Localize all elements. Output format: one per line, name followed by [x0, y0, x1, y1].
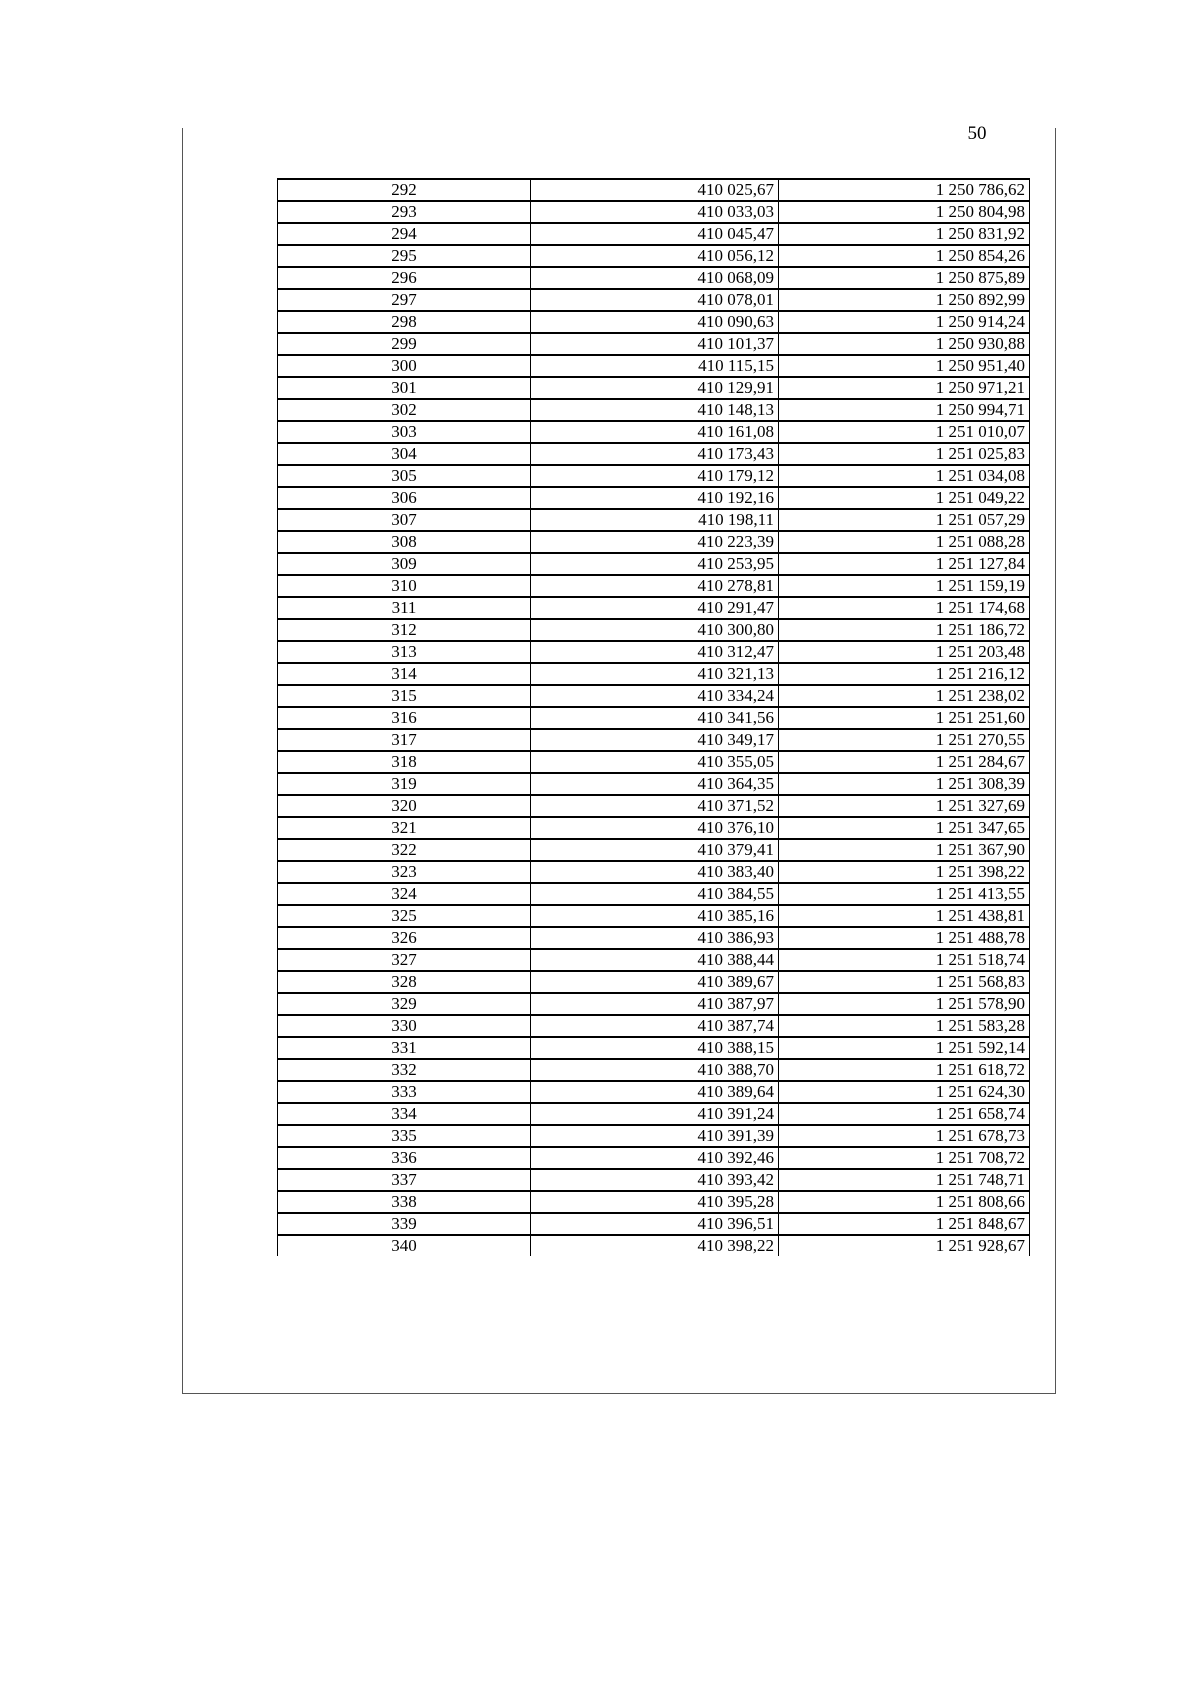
table-row: [278, 795, 1030, 817]
table-row: [278, 201, 1030, 223]
x-coordinate-cell: 410 387,97: [531, 993, 779, 1015]
x-coordinate-cell: 410 321,13: [531, 663, 779, 685]
y-coordinate-cell: 1 250 804,98: [779, 201, 1030, 223]
table-row: [278, 311, 1030, 333]
point-number-cell: 324: [278, 883, 531, 905]
y-coordinate-cell: 1 251 216,12: [779, 663, 1030, 685]
x-coordinate-cell: 410 056,12: [531, 245, 779, 267]
point-number-cell: 294: [278, 223, 531, 245]
point-number-cell: 322: [278, 839, 531, 861]
x-coordinate-cell: 410 090,63: [531, 311, 779, 333]
y-coordinate-cell: 1 250 971,21: [779, 377, 1030, 399]
table-row: [278, 575, 1030, 597]
y-coordinate-cell: 1 250 831,92: [779, 223, 1030, 245]
y-coordinate-cell: 1 251 583,28: [779, 1015, 1030, 1037]
point-number-cell: 298: [278, 311, 531, 333]
y-coordinate-cell: 1 251 174,68: [779, 597, 1030, 619]
y-coordinate-cell: 1 250 854,26: [779, 245, 1030, 267]
table-row: [278, 773, 1030, 795]
table-row: [278, 817, 1030, 839]
point-number-cell: 339: [278, 1213, 531, 1235]
x-coordinate-cell: 410 253,95: [531, 553, 779, 575]
table-row: [278, 355, 1030, 377]
y-coordinate-cell: 1 251 578,90: [779, 993, 1030, 1015]
point-number-cell: 299: [278, 333, 531, 355]
y-coordinate-cell: 1 251 518,74: [779, 949, 1030, 971]
table-row: [278, 707, 1030, 729]
y-coordinate-cell: 1 251 928,67: [779, 1235, 1030, 1256]
table-row: [278, 333, 1030, 355]
x-coordinate-cell: 410 355,05: [531, 751, 779, 773]
x-coordinate-cell: 410 078,01: [531, 289, 779, 311]
point-number-cell: 326: [278, 927, 531, 949]
table-row: [278, 1169, 1030, 1191]
table-row: [278, 465, 1030, 487]
y-coordinate-cell: 1 250 786,62: [779, 179, 1030, 201]
table-row: [278, 289, 1030, 311]
point-number-cell: 318: [278, 751, 531, 773]
point-number-cell: 302: [278, 399, 531, 421]
x-coordinate-cell: 410 398,22: [531, 1235, 779, 1256]
table-row: [278, 245, 1030, 267]
point-number-cell: 308: [278, 531, 531, 553]
y-coordinate-cell: 1 251 284,67: [779, 751, 1030, 773]
point-number-cell: 305: [278, 465, 531, 487]
x-coordinate-cell: 410 385,16: [531, 905, 779, 927]
table-row: [278, 179, 1030, 201]
y-coordinate-cell: 1 251 367,90: [779, 839, 1030, 861]
point-number-cell: 325: [278, 905, 531, 927]
y-coordinate-cell: 1 251 034,08: [779, 465, 1030, 487]
point-number-cell: 334: [278, 1103, 531, 1125]
x-coordinate-cell: 410 391,24: [531, 1103, 779, 1125]
x-coordinate-cell: 410 393,42: [531, 1169, 779, 1191]
point-number-cell: 303: [278, 421, 531, 443]
x-coordinate-cell: 410 300,80: [531, 619, 779, 641]
point-number-cell: 336: [278, 1147, 531, 1169]
table-row: [278, 421, 1030, 443]
y-coordinate-cell: 1 250 930,88: [779, 333, 1030, 355]
y-coordinate-cell: 1 250 892,99: [779, 289, 1030, 311]
y-coordinate-cell: 1 251 658,74: [779, 1103, 1030, 1125]
y-coordinate-cell: 1 251 808,66: [779, 1191, 1030, 1213]
y-coordinate-cell: 1 251 592,14: [779, 1037, 1030, 1059]
x-coordinate-cell: 410 387,74: [531, 1015, 779, 1037]
x-coordinate-cell: 410 388,70: [531, 1059, 779, 1081]
table-row: [278, 443, 1030, 465]
x-coordinate-cell: 410 033,03: [531, 201, 779, 223]
y-coordinate-cell: 1 251 398,22: [779, 861, 1030, 883]
x-coordinate-cell: 410 364,35: [531, 773, 779, 795]
x-coordinate-cell: 410 383,40: [531, 861, 779, 883]
point-number-cell: 301: [278, 377, 531, 399]
point-number-cell: 292: [278, 179, 531, 201]
x-coordinate-cell: 410 045,47: [531, 223, 779, 245]
point-number-cell: 313: [278, 641, 531, 663]
point-number-cell: 300: [278, 355, 531, 377]
x-coordinate-cell: 410 025,67: [531, 179, 779, 201]
x-coordinate-cell: 410 389,67: [531, 971, 779, 993]
x-coordinate-cell: 410 278,81: [531, 575, 779, 597]
point-number-cell: 327: [278, 949, 531, 971]
table-row: [278, 927, 1030, 949]
table-row: [278, 883, 1030, 905]
y-coordinate-cell: 1 251 848,67: [779, 1213, 1030, 1235]
x-coordinate-cell: 410 101,37: [531, 333, 779, 355]
y-coordinate-cell: 1 251 748,71: [779, 1169, 1030, 1191]
point-number-cell: 332: [278, 1059, 531, 1081]
table-row: [278, 267, 1030, 289]
point-number-cell: 316: [278, 707, 531, 729]
x-coordinate-cell: 410 388,15: [531, 1037, 779, 1059]
y-coordinate-cell: 1 251 618,72: [779, 1059, 1030, 1081]
point-number-cell: 328: [278, 971, 531, 993]
point-number-cell: 317: [278, 729, 531, 751]
point-number-cell: 319: [278, 773, 531, 795]
coordinates-table-body: [278, 179, 1030, 1256]
point-number-cell: 321: [278, 817, 531, 839]
x-coordinate-cell: 410 068,09: [531, 267, 779, 289]
point-number-cell: 338: [278, 1191, 531, 1213]
point-number-cell: 323: [278, 861, 531, 883]
point-number-cell: 315: [278, 685, 531, 707]
table-row: [278, 663, 1030, 685]
table-row: [278, 751, 1030, 773]
table-row: [278, 993, 1030, 1015]
y-coordinate-cell: 1 251 678,73: [779, 1125, 1030, 1147]
point-number-cell: 309: [278, 553, 531, 575]
x-coordinate-cell: 410 392,46: [531, 1147, 779, 1169]
y-coordinate-cell: 1 250 951,40: [779, 355, 1030, 377]
x-coordinate-cell: 410 129,91: [531, 377, 779, 399]
point-number-cell: 333: [278, 1081, 531, 1103]
point-number-cell: 331: [278, 1037, 531, 1059]
table-row: [278, 553, 1030, 575]
point-number-cell: 307: [278, 509, 531, 531]
point-number-cell: 340: [278, 1235, 531, 1256]
y-coordinate-cell: 1 251 251,60: [779, 707, 1030, 729]
y-coordinate-cell: 1 251 127,84: [779, 553, 1030, 575]
x-coordinate-cell: 410 349,17: [531, 729, 779, 751]
table-row: [278, 641, 1030, 663]
table-row: [278, 1059, 1030, 1081]
table-row: [278, 1213, 1030, 1235]
table-row: [278, 377, 1030, 399]
x-coordinate-cell: 410 334,24: [531, 685, 779, 707]
x-coordinate-cell: 410 291,47: [531, 597, 779, 619]
table-row: [278, 487, 1030, 509]
table-row: [278, 729, 1030, 751]
point-number-cell: 330: [278, 1015, 531, 1037]
point-number-cell: 314: [278, 663, 531, 685]
page-number: 50: [967, 123, 987, 144]
x-coordinate-cell: 410 148,13: [531, 399, 779, 421]
y-coordinate-cell: 1 251 708,72: [779, 1147, 1030, 1169]
x-coordinate-cell: 410 192,16: [531, 487, 779, 509]
x-coordinate-cell: 410 391,39: [531, 1125, 779, 1147]
table-row: [278, 531, 1030, 553]
table-row: [278, 1235, 1030, 1256]
y-coordinate-cell: 1 251 624,30: [779, 1081, 1030, 1103]
point-number-cell: 293: [278, 201, 531, 223]
table-row: [278, 1191, 1030, 1213]
x-coordinate-cell: 410 396,51: [531, 1213, 779, 1235]
point-number-cell: 311: [278, 597, 531, 619]
table-row: [278, 1125, 1030, 1147]
x-coordinate-cell: 410 312,47: [531, 641, 779, 663]
x-coordinate-cell: 410 173,43: [531, 443, 779, 465]
table-row: [278, 619, 1030, 641]
y-coordinate-cell: 1 250 914,24: [779, 311, 1030, 333]
y-coordinate-cell: 1 251 057,29: [779, 509, 1030, 531]
table-row: [278, 1015, 1030, 1037]
y-coordinate-cell: 1 251 438,81: [779, 905, 1030, 927]
table-row: [278, 1103, 1030, 1125]
point-number-cell: 312: [278, 619, 531, 641]
table-row: [278, 1147, 1030, 1169]
table-row: [278, 839, 1030, 861]
table-row: [278, 597, 1030, 619]
x-coordinate-cell: 410 223,39: [531, 531, 779, 553]
table-row: [278, 509, 1030, 531]
y-coordinate-cell: 1 251 088,28: [779, 531, 1030, 553]
table-row: [278, 971, 1030, 993]
table-row: [278, 1081, 1030, 1103]
x-coordinate-cell: 410 376,10: [531, 817, 779, 839]
y-coordinate-cell: 1 250 994,71: [779, 399, 1030, 421]
y-coordinate-cell: 1 251 308,39: [779, 773, 1030, 795]
x-coordinate-cell: 410 198,11: [531, 509, 779, 531]
table-row: [278, 399, 1030, 421]
y-coordinate-cell: 1 251 186,72: [779, 619, 1030, 641]
y-coordinate-cell: 1 251 203,48: [779, 641, 1030, 663]
point-number-cell: 306: [278, 487, 531, 509]
point-number-cell: 337: [278, 1169, 531, 1191]
table-row: [278, 949, 1030, 971]
x-coordinate-cell: 410 161,08: [531, 421, 779, 443]
x-coordinate-cell: 410 389,64: [531, 1081, 779, 1103]
y-coordinate-cell: 1 250 875,89: [779, 267, 1030, 289]
y-coordinate-cell: 1 251 010,07: [779, 421, 1030, 443]
x-coordinate-cell: 410 388,44: [531, 949, 779, 971]
table-row: [278, 223, 1030, 245]
y-coordinate-cell: 1 251 488,78: [779, 927, 1030, 949]
point-number-cell: 304: [278, 443, 531, 465]
y-coordinate-cell: 1 251 238,02: [779, 685, 1030, 707]
point-number-cell: 320: [278, 795, 531, 817]
table-row: [278, 1037, 1030, 1059]
x-coordinate-cell: 410 341,56: [531, 707, 779, 729]
point-number-cell: 297: [278, 289, 531, 311]
point-number-cell: 329: [278, 993, 531, 1015]
y-coordinate-cell: 1 251 159,19: [779, 575, 1030, 597]
x-coordinate-cell: 410 179,12: [531, 465, 779, 487]
x-coordinate-cell: 410 379,41: [531, 839, 779, 861]
x-coordinate-cell: 410 115,15: [531, 355, 779, 377]
table-row: [278, 905, 1030, 927]
x-coordinate-cell: 410 395,28: [531, 1191, 779, 1213]
y-coordinate-cell: 1 251 049,22: [779, 487, 1030, 509]
x-coordinate-cell: 410 371,52: [531, 795, 779, 817]
y-coordinate-cell: 1 251 413,55: [779, 883, 1030, 905]
x-coordinate-cell: 410 386,93: [531, 927, 779, 949]
table-row: [278, 685, 1030, 707]
point-number-cell: 310: [278, 575, 531, 597]
point-number-cell: 335: [278, 1125, 531, 1147]
y-coordinate-cell: 1 251 270,55: [779, 729, 1030, 751]
point-number-cell: 296: [278, 267, 531, 289]
y-coordinate-cell: 1 251 025,83: [779, 443, 1030, 465]
y-coordinate-cell: 1 251 568,83: [779, 971, 1030, 993]
table-row: [278, 861, 1030, 883]
x-coordinate-cell: 410 384,55: [531, 883, 779, 905]
y-coordinate-cell: 1 251 347,65: [779, 817, 1030, 839]
coordinates-table: [277, 178, 1030, 1256]
y-coordinate-cell: 1 251 327,69: [779, 795, 1030, 817]
point-number-cell: 295: [278, 245, 531, 267]
